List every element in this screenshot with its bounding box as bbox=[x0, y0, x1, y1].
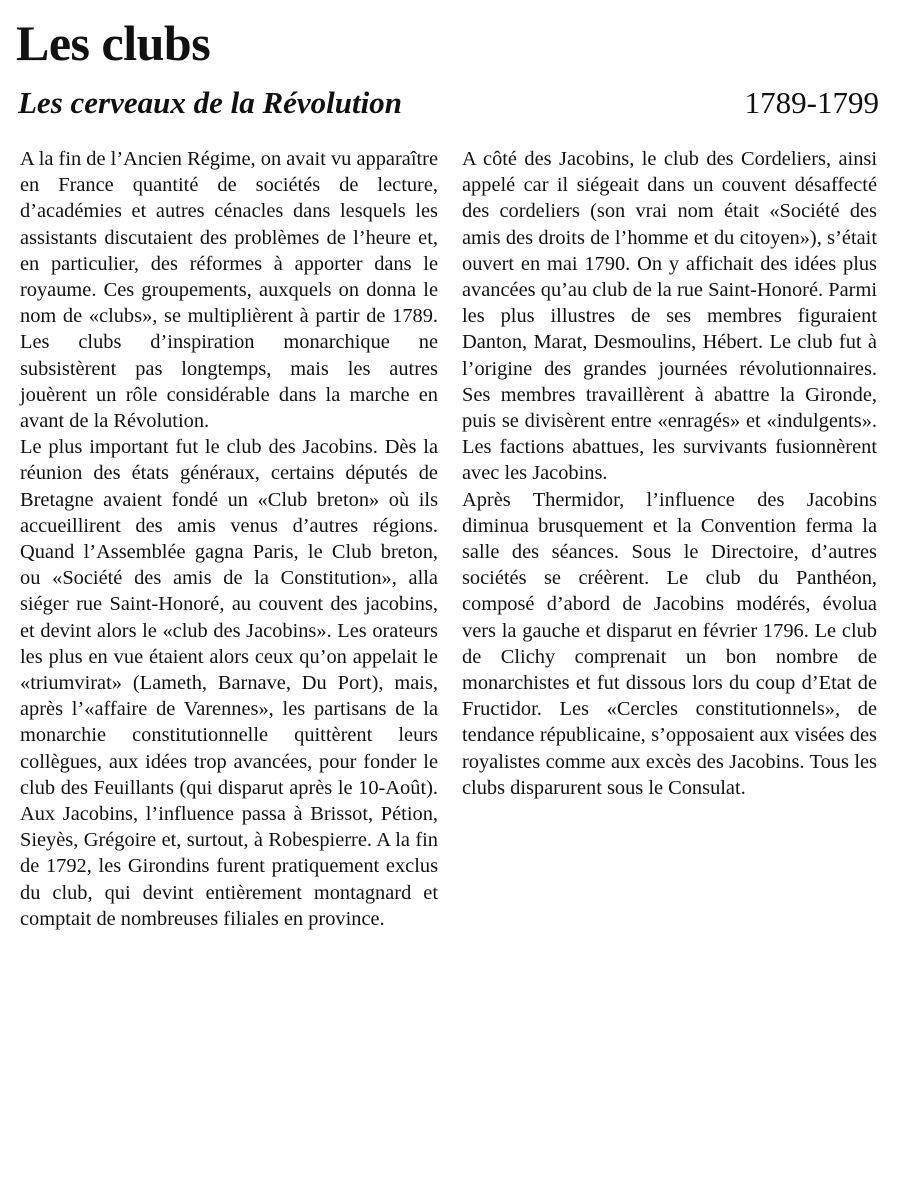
paragraph: Le plus important fut le club des Jacobins. Dès la réunion des états généraux, certains députés de Bretagne avaient fondé un «Club breton» où ils accueillirent des amis venus d’autres régions. Quand l’Assemblée gagna Paris, le Club breton, ou «Société des amis de la Constitution», alla siéger rue Saint-Honoré, au couvent des jacobins, et devint alors le «club des Jacobins». Les orateurs les plus en vue étaient alors ceux qu’on appelait le «triumvirat» (Lameth, Barnave, Du Port), mais, après l’«affaire de Varennes», les partisans de la monarchie constitutionnelle quittèrent leurs collègues, aux idées trop avancées, pour fonder le club des Feuillants (qui disparut après le 10-Août). Aux Jacobins, l’influence passa à Brissot, Pétion, Sieyès, Grégoire et, surtout, à Robespierre. A la fin de 1792, les Girondins furent pratiquement exclus du club, qui devint entièrement montagnard et comptait de nombreuses filiales en province. bbox=[20, 436, 438, 930]
paragraph: A côté des Jacobins, le club des Cordeliers, ainsi appelé car il siégeait dans un couvent désaffecté des cordeliers (son vrai nom était «Société des amis des droits de l’homme et du citoyen»), s’était ouvert en mai 1790. On y affichait des idées plus avancées qu’au club de la rue Saint-Honoré. Parmi les plus illustres de ses membres figuraient Danton, Marat, Desmoulins, Hébert. Le club fut à l’origine des grandes journées révolutionnaires. Ses membres travaillèrent à abattre la Gironde, puis se divisèrent entre «enragés» et «indulgents». Les factions abattues, les survivants fusionnèrent avec les Jacobins. bbox=[462, 148, 877, 485]
article-subtitle: Les cerveaux de la Révolution bbox=[18, 85, 402, 120]
paragraph: A la fin de l’Ancien Régime, on avait vu apparaître en France quantité de sociétés de lecture, d’académies et autres cénacles dans lesquels les assistants discutaient des problèmes de l’heure et, en particulier, des réformes à apporter dans le royaume. Ces groupements, auxquels on donna le nom de «clubs», se multiplièrent à partir de 1789. Les clubs d’inspiration monarchique ne subsistèrent pas longtemps, mais les autres jouèrent un rôle considérable dans la marche en avant de la Révolution. bbox=[20, 148, 438, 433]
right-column bbox=[462, 146, 877, 801]
article-dates: 1789-1799 bbox=[744, 85, 879, 120]
left-column bbox=[20, 146, 438, 932]
paragraph: Après Thermidor, l’influence des Jacobins diminua brusquement et la Convention ferma la salle des séances. Sous le Directoire, d’autres sociétés se créèrent. Le club du Panthéon, composé d’abord de Jacobins modérés, évolua vers la gauche et disparut en février 1796. Le club de Clichy comprenait un bon nombre de monarchistes et fut dissous lors du coup d’Etat de Fructidor. Les «Cercles constitutionnels», de tendance républicaine, s’opposaient aux visées des royalistes comme aux excès des Jacobins. Tous les clubs disparurent sous le Consulat. bbox=[462, 488, 877, 799]
article-title: Les clubs bbox=[16, 15, 211, 71]
